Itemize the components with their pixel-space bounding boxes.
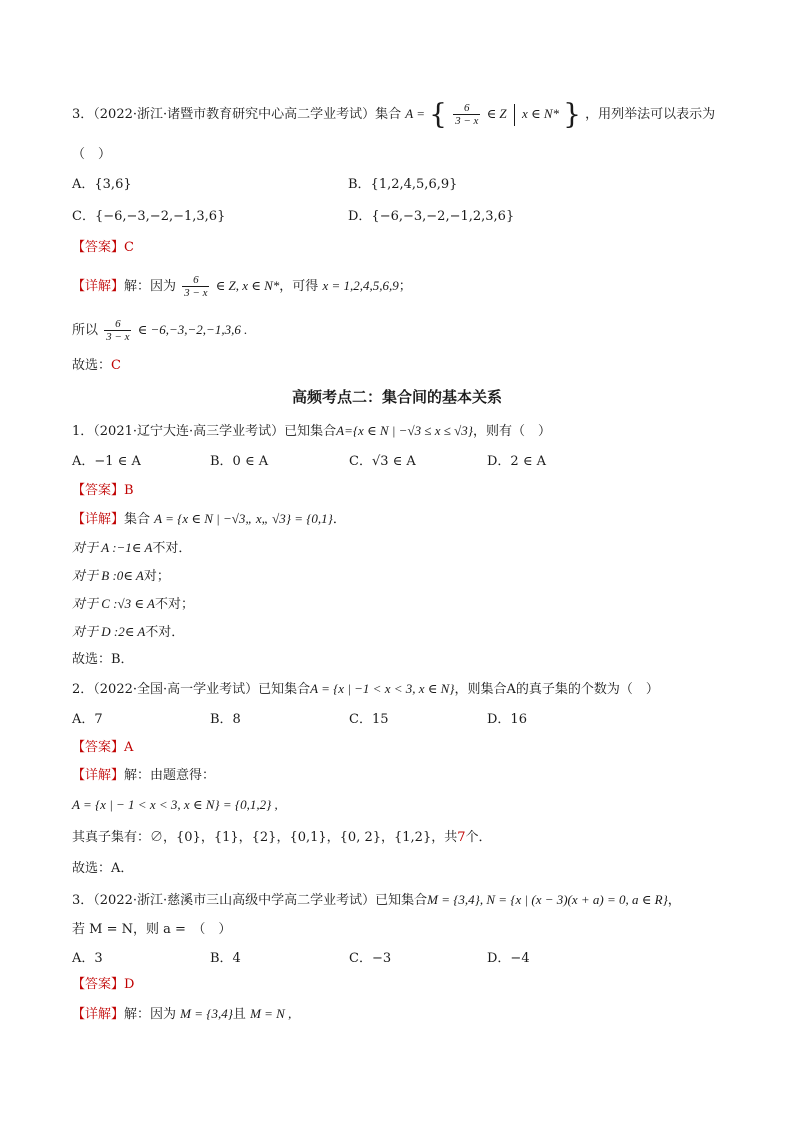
frac-num: 6 bbox=[182, 274, 209, 287]
q3b-option-a: A．3 bbox=[72, 951, 103, 966]
frac-den: 3 − x bbox=[184, 287, 208, 299]
q1-line4 bbox=[72, 623, 184, 642]
detail-text: 解：由题意得： bbox=[124, 768, 216, 783]
detail-text: 个． bbox=[465, 830, 492, 845]
section-title: 高频考点二：集合间的基本关系 bbox=[291, 388, 502, 406]
detail-math: A = {x ∈ N | −√3„ x„ √3} = {0,1} bbox=[154, 511, 333, 526]
q3b-line2: 若 M = N，则 a = （ ） bbox=[72, 922, 232, 937]
line-text: 不对． bbox=[145, 625, 185, 640]
q3a-option-a: A．{3,6} bbox=[72, 177, 132, 192]
choose-label: 故选： bbox=[72, 358, 112, 373]
q3a-option-c: C．{−6,−3,−2,−1,3,6} bbox=[72, 209, 226, 224]
q1-option-d: D．2 ∈ A bbox=[487, 454, 546, 469]
q1-line1 bbox=[72, 539, 191, 558]
q1-stem bbox=[72, 422, 551, 441]
detail-math: ∈ −6,−3,−2,−1,3,6 . bbox=[137, 322, 248, 337]
stem-text: 1．（2021·辽宁大连·高三学业考试）已知集合 bbox=[72, 424, 337, 439]
line-text: 对； bbox=[143, 569, 170, 584]
q1-option-b: B．0 ∈ A bbox=[210, 454, 269, 469]
answer-value: C bbox=[124, 240, 134, 255]
q3a-detail-line1 bbox=[72, 274, 412, 299]
stem-suffix: ，则有（ ） bbox=[472, 424, 551, 439]
answer-tag: 【答案】 bbox=[72, 483, 125, 498]
frac-num: 6 bbox=[104, 318, 131, 331]
detail-tag: 【详解】 bbox=[72, 768, 125, 783]
q3a-frac-den: 3 − x bbox=[455, 115, 479, 127]
detail-math: M = N , bbox=[250, 1006, 292, 1021]
q2-stem bbox=[72, 680, 659, 699]
detail-math: ∈ Z, x ∈ N* bbox=[215, 278, 280, 293]
q2-detail-line3 bbox=[72, 829, 492, 847]
answer-value: A bbox=[124, 740, 134, 755]
line-math: 对于 B :0∈ A bbox=[72, 568, 144, 583]
q3a-stem-prefix: 3．（2022·浙江·诸暨市教育研究中心高二学业考试）集合 bbox=[72, 107, 402, 122]
line-math: 对于 D :2∈ A bbox=[72, 624, 146, 639]
detail-fraction bbox=[182, 274, 209, 299]
q3a-set-lhs: A = bbox=[405, 106, 425, 121]
q3b-detail bbox=[72, 1005, 291, 1024]
stem-math: A = {x | −1 < x < 3, x ∈ N} bbox=[310, 681, 455, 696]
q1-answer bbox=[72, 482, 134, 500]
q3a-choose bbox=[72, 357, 121, 375]
detail-text: 其真子集有：∅，{0}，{1}，{2}，{0,1}，{0, 2}，{1,2}，共 bbox=[72, 830, 458, 845]
q3a-frac-num: 6 bbox=[453, 102, 480, 115]
q3a-cond2: x ∈ N* bbox=[521, 106, 560, 121]
detail-count: 7 bbox=[457, 830, 466, 845]
detail-text: 所以 bbox=[72, 323, 99, 338]
set-bar bbox=[514, 104, 515, 126]
q3b-stem bbox=[72, 891, 681, 910]
detail-math: x = 1,2,4,5,6,9 bbox=[322, 278, 399, 293]
q3a-option-d: D．{−6,−3,−2,−1,2,3,6} bbox=[348, 209, 515, 224]
q3a-detail-line2 bbox=[72, 318, 247, 343]
stem-math: M = {3,4}, N = {x | (x − 3)(x + a) = 0, a ∈ R} bbox=[427, 892, 668, 907]
stem-math: A={x ∈ N | −√3 ≤ x ≤ √3} bbox=[336, 423, 473, 438]
detail-text: ； bbox=[398, 279, 412, 294]
q3b-answer bbox=[72, 976, 134, 994]
q3a-stem bbox=[72, 97, 716, 131]
stem-text: 3．（2022·浙江·慈溪市三山高级中学高二学业考试）已知集合 bbox=[72, 893, 428, 908]
q1-choose: 故选：B． bbox=[72, 652, 134, 667]
detail-text: 集合 bbox=[124, 512, 151, 527]
detail-tag: 【详解】 bbox=[72, 512, 125, 527]
detail-math: M = {3,4} bbox=[180, 1006, 233, 1021]
q2-option-d: D．16 bbox=[487, 712, 527, 727]
detail-text: ，可得 bbox=[279, 279, 319, 294]
answer-value: D bbox=[124, 977, 135, 992]
answer-tag: 【答案】 bbox=[72, 240, 125, 255]
q1-option-a: A．−1 ∈ A bbox=[72, 454, 141, 469]
detail-tag: 【详解】 bbox=[72, 1007, 125, 1022]
line-text: 不对． bbox=[152, 541, 192, 556]
q3a-answer bbox=[72, 239, 134, 257]
stem-text: 2．（2022·全国·高一学业考试）已知集合 bbox=[72, 682, 311, 697]
left-brace: { bbox=[429, 97, 447, 131]
q1-line2 bbox=[72, 567, 170, 586]
line-math: 对于 C :√3 ∈ A bbox=[72, 596, 155, 611]
answer-tag: 【答案】 bbox=[72, 977, 125, 992]
q3b-option-c: C．−3 bbox=[349, 951, 392, 966]
answer-tag: 【答案】 bbox=[72, 740, 125, 755]
q3a-fraction bbox=[453, 102, 480, 127]
q2-option-b: B．8 bbox=[210, 712, 241, 727]
q3a-stem-suffix: ，用列举法可以表示为 bbox=[585, 107, 716, 122]
detail-fraction bbox=[104, 318, 131, 343]
q2-option-c: C．15 bbox=[349, 712, 389, 727]
detail-text: ． bbox=[332, 512, 346, 527]
q3b-option-b: B．4 bbox=[210, 951, 241, 966]
frac-den: 3 − x bbox=[106, 331, 130, 343]
q3b-option-d: D．−4 bbox=[487, 951, 530, 966]
q2-answer bbox=[72, 739, 133, 757]
detail-text: 解：因为 bbox=[124, 1007, 177, 1022]
q1-detail bbox=[72, 510, 346, 529]
stem-suffix: ，则集合A的真子集的个数为（ ） bbox=[454, 682, 659, 697]
right-brace: } bbox=[563, 97, 581, 131]
q1-line3 bbox=[72, 595, 194, 614]
q1-option-c: C．√3 ∈ A bbox=[349, 454, 416, 469]
answer-value: B bbox=[124, 483, 134, 498]
q2-choose: 故选：A． bbox=[72, 861, 134, 876]
detail-text: 且 bbox=[232, 1007, 246, 1022]
q3a-paren: （ ） bbox=[72, 147, 112, 162]
q3a-cond1: ∈ Z bbox=[486, 106, 507, 121]
line-text: 不对； bbox=[154, 597, 194, 612]
stem-suffix: ， bbox=[667, 893, 681, 908]
q2-option-a: A．7 bbox=[72, 712, 103, 727]
detail-text: 解：因为 bbox=[124, 279, 177, 294]
q2-detail-line2: A = {x | − 1 < x < 3, x ∈ N} = {0,1,2} , bbox=[72, 797, 278, 812]
q3a-option-b: B．{1,2,4,5,6,9} bbox=[348, 177, 458, 192]
q2-detail bbox=[72, 767, 215, 785]
line-math: 对于 A :−1∈ A bbox=[72, 540, 153, 555]
choose-value: C bbox=[111, 358, 121, 373]
detail-tag: 【详解】 bbox=[72, 279, 125, 294]
